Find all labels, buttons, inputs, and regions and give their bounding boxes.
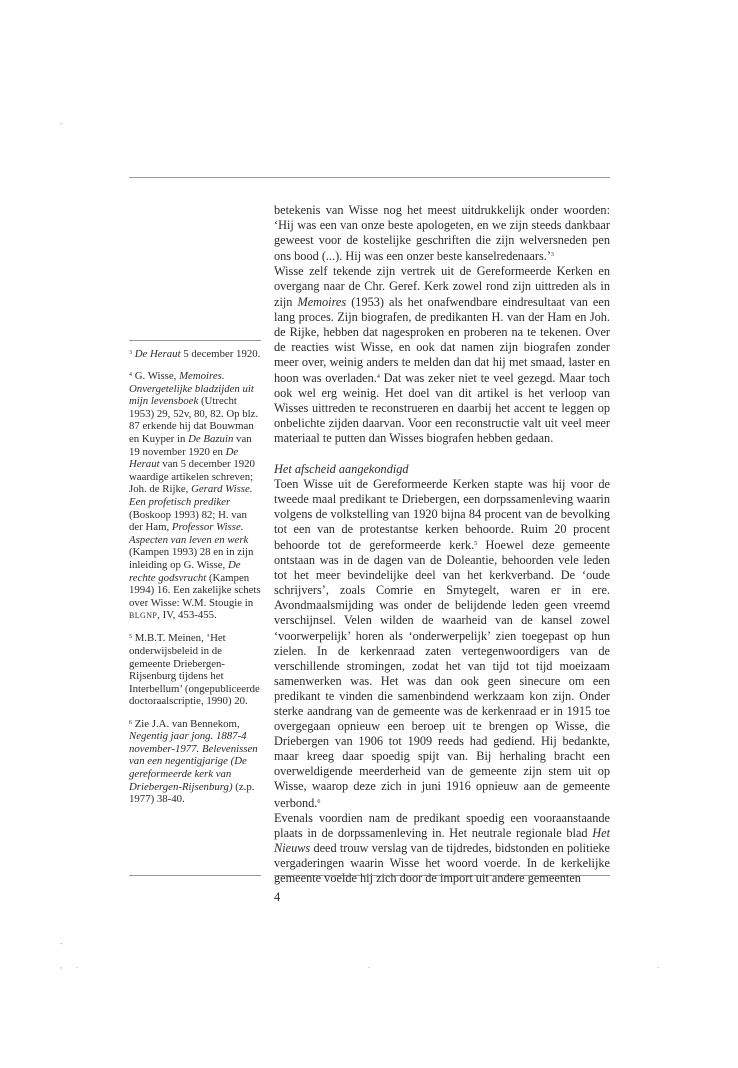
footnote-text: M.B.T. Meinen, ‘Het onderwijsbeleid in de gemeente Driebergen-Rijsenburg tijdens het Interbellum’ (ongepubliceerde doctoraalscriptie, 1990) 20. (129, 632, 260, 708)
page-number: 4 (274, 890, 281, 904)
footnote-text: van 5 december 1920 waardige artikelen schreven; Joh. de Rijke, (129, 458, 255, 496)
footnote-top-rule (129, 340, 261, 341)
footnote-title: De Heraut (134, 348, 181, 360)
footnote-reference: 5 (474, 540, 478, 547)
footnote-number: 5 (129, 634, 132, 641)
paragraph-text: (1953) als het onafwendbare eindresultaat van een lang proces. Zijn biografen, de predikanten H. van der Ham en Joh. de Rijke, hebben dat nagesproken en proberen na te tekenen. Over de reacties wist Wisse, en ook dat namen zijn biografen zonder meer over, weinig anders te melden dan dat hij met smaad, laster en hoon was overladen. (274, 294, 610, 386)
paragraph-text: Toen Wisse uit de Gereformeerde Kerken stapte was hij voor de tweede maal predikant te Driebergen, een dorpssamenleving waarin volgens de volkstelling van 1920 bijna 84 procent van de bevolking tot een van de protestantse kerken behoorde. Ruim 20 procent behoorde tot de gereformeerde kerk. (274, 476, 610, 552)
footnote-title: Gerard Wisse. Een profetisch prediker (129, 483, 253, 509)
scan-mark: . (657, 961, 659, 970)
footnote-reference: 4 (376, 374, 380, 381)
main-text-column (274, 203, 610, 886)
footnote-6 (129, 717, 261, 806)
footnote-title: De rechte godsvrucht (129, 559, 241, 584)
footnote-text: (Kampen 1993) 28 en in zijn inleiding op G. Wisse, (129, 546, 254, 571)
footnote-title: De Heraut (129, 445, 239, 471)
scan-mark: . (368, 961, 370, 970)
footnote-5 (129, 631, 261, 708)
footnote-3 (129, 347, 261, 361)
footnote-abbreviation: BLGNP (129, 611, 158, 621)
footnote-title: Memoires. Onvergetelijke bladzijden uit mijn levensboek (129, 370, 254, 408)
footnote-4 (129, 369, 261, 623)
footnote-text: (Boskoop 1993) 82; H. van der Ham, (129, 508, 247, 534)
footnote-reference: 6 (317, 798, 321, 805)
footnote-text: 5 december 1920. (180, 348, 261, 360)
section-heading: Het afscheid aangekondigd (274, 461, 409, 476)
paragraph-text: Wisse zelf tekende zijn vertrek uit de Gereformeerde Kerken en overgang naar de Chr. Geref. Kerk zowel rond zijn uittreden als in zijn (274, 264, 610, 309)
footnote-text: van 19 november 1920 en (129, 433, 252, 458)
footnote-text: (Kampen 1994) 16. Een zakelijke schets over Wisse: W.M. Stougie in (129, 571, 261, 609)
paragraph-text: Hoewel deze gemeente ontstaan was in de dagen van de Doleantie, behoorden vele leden tot het meer bevindelijke deel van het kerkverband. De ‘oude schrijvers’, zoals Comrie en Smytegelt, waren er in ere. Avondmaalsmijding was onder de belijdende leden geen vreemd verschijnsel. Velen wilden de waarheid van de kansel zowel ‘voorwerpelijk’ horen als ‘onderwerpelijk’ zien toegepast op hun zielen. In de kerkenraad zaten vertegenwoordigers van de verschillende stromingen, zodat het van tijd tot tijd moeizaam samenwerken was. Het was dan ook geen sinecure om een predikant te vinden die samenbindend werkzaam kon zijn. Onder sterke aandrang van de gemeente was de kerkenraad er in 1915 toe overgegaan opnieuw een beroep uit te brengen op Wisse, die Driebergen van 1906 tot 1909 reeds had gediend. Hij bedankte, maar kreeg daar spoedig spijt van. Bij herhaling bracht een overweldigende meerderheid van de gemeente zijn stem uit op Wisse, waarop deze zich in juni 1916 opnieuw aan de gemeente verbond. (274, 537, 610, 810)
footnote-text: (Utrecht 1953) 29, 52v, 80, 82. Op blz. 87 erkende hij dat Bouwman en Kuyper in (129, 395, 259, 446)
footnote-title: Professor Wisse. Aspecten van leven en werk (129, 521, 249, 546)
paragraph-text: Dat was zeker niet te veel gezegd. Maar toch ook wel erg weinig. Het doel van dit artikel is het verloop van Wisses uittreden te reconstrueren en daarbij het accent te leggen op onbelichte zijden daarvan. Voor een reconstructie valt uit veel meer materiaal te putten dan Wisses biografen hebben gedaan. (274, 371, 611, 446)
paragraph (274, 264, 610, 446)
footnote-text: G. Wisse, (132, 370, 180, 383)
footnote-text: , IV, 453-455. (157, 609, 217, 622)
paragraph-text: betekenis van Wisse nog het meest uitdrukkelijk onder woorden: ‘Hij was een van onze beste apologeten, en we zijn steeds dankbaar geweest voor de kostelijke geschriften die zijn welversneden pen ons bood (...). Hij was een onzer beste kanselredenaars.’ (274, 203, 610, 264)
footnote-title: De Bazuin (188, 433, 234, 446)
paragraph (274, 477, 610, 811)
footnote-title: Negentig jaar jong. 1887-4 november-1977. Belevenissen van een negentigjarige (De gereformeerde kerk van Driebergen-Rijsenburg) (129, 730, 258, 793)
newspaper-title: Het Nieuws (274, 825, 610, 855)
paragraph (274, 811, 610, 886)
scan-mark: - (60, 119, 63, 128)
footnote-text: (z.p. 1977) 38-40. (129, 780, 255, 806)
footnote-text: Zie J.A. van Bennekom, (132, 717, 240, 730)
scan-mark: . (76, 961, 78, 970)
footnote-reference: 3 (550, 252, 554, 259)
scan-mark: , (60, 961, 62, 970)
paragraph-text: deed trouw verslag van de tijdredes, bidstonden en politieke vergaderingen waarin Wisse het woord voerde. In de kerkelijke gemeente voelde hij zich door de import uit andere gemeenten (274, 840, 610, 886)
footnote-bottom-rule (129, 875, 261, 876)
footnotes-column (129, 347, 261, 814)
book-title: Memoires (297, 294, 347, 309)
footnote-number: 6 (129, 719, 132, 726)
scan-mark: - (60, 939, 63, 948)
top-rule (129, 177, 610, 178)
footnote-number: 3 (129, 350, 132, 356)
footnote-number: 4 (129, 372, 132, 379)
paragraph-text: Evenals voordien nam de predikant spoedig een vooraanstaande plaats in de dorpssamenleving in. Het neutrale regionale blad (274, 810, 610, 840)
paragraph (274, 203, 610, 264)
